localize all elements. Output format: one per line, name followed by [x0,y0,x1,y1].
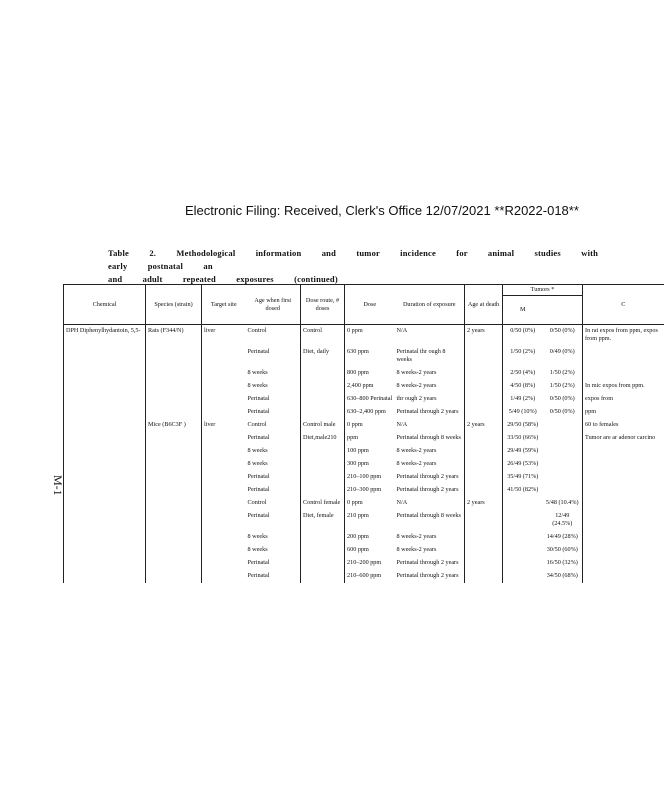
table-row [64,458,664,471]
cell-dose: 630 ppm [347,348,369,355]
cell-tumors-female: 5/48 (10.4%) [543,497,583,510]
cell-comments: Tumor are ar adenor carcino [585,434,656,441]
cell-comments [583,557,664,570]
cell-target-site [202,570,246,583]
cell-species [146,393,202,406]
caption-line-2: and adult repeated exposures (continued) [108,274,338,284]
cell-chemical [64,419,146,432]
cell-target-site [202,557,246,570]
cell-comments [583,510,664,531]
cell-target-site [202,458,246,471]
cell-target-site [202,346,246,367]
data-table-container [63,284,658,736]
cell-duration: Perinatal through 8 weeks [395,432,465,445]
tumor-incidence-table [63,284,664,583]
cell-chemical [64,531,146,544]
cell-chemical [64,367,146,380]
cell-dose-route [301,484,345,497]
cell-dose-route: Diet,male210 [301,432,345,445]
cell-target-site [202,367,246,380]
cell-age-at-death [465,471,503,484]
cell-species [146,445,202,458]
cell-age-at-death [465,406,503,419]
cell-tumors-female [543,484,583,497]
cell-age-at-death: 2 years [465,497,503,510]
cell-duration: Perinatal thr ough 8 weeks [395,346,465,367]
cell-age-first-dosed: Perinatal [246,406,301,419]
cell-duration: 8 weeks-2 years [395,544,465,557]
cell-duration: Perinatal through 2 years [395,570,465,583]
cell-comments [583,531,664,544]
cell-target-site [202,484,246,497]
cell-target-site [202,471,246,484]
caption-line-1: Table 2. Methodological information and tumor incidence for animal studies with early postnatal an [108,248,599,271]
table-row [64,380,664,393]
table-row [64,557,664,570]
cell-dose-route [301,406,345,419]
cell-tumors-male [503,497,543,510]
cell-comments: 60 to females [585,421,619,428]
table-row [64,325,664,347]
cell-tumors-male: 0/50 (0%) [510,327,536,334]
cell-dose: 210–100 ppm [347,473,382,480]
cell-age-first-dosed: 8 weeks [246,445,301,458]
page-side-label: M-1 [51,475,65,496]
cell-tumors-male [503,570,543,583]
cell-dose: 210–200 ppm [347,559,382,566]
cell-chemical [64,445,146,458]
cell-chemical [64,346,146,367]
cell-dose-route [301,458,345,471]
cell-age-at-death [465,570,503,583]
cell-comments [583,367,664,380]
cell-duration: Perinatal through 2 years [395,484,465,497]
col-chemical: Chemical [64,285,146,325]
cell-tumors-female: 1/50 (2%) [543,380,583,393]
cell-tumors-male: 1/49 (2%) [510,395,536,402]
col-species: Species (strain) [146,285,202,325]
cell-age-at-death [465,484,503,497]
table-row [64,544,664,557]
cell-chemical [64,484,146,497]
cell-dose-route: Control female [301,497,345,510]
table-row [64,393,664,406]
cell-tumors-female: 12/49 (24.5%) [543,510,583,531]
cell-tumors-male: 4/50 (8%) [510,382,536,389]
cell-age-first-dosed: Perinatal [246,346,301,367]
cell-chemical [64,406,146,419]
cell-age-at-death [465,346,503,367]
cell-tumors-female [543,432,583,445]
cell-tumors-female: 14/49 (28%) [543,531,583,544]
cell-age-at-death [465,445,503,458]
cell-tumors-female [543,458,583,471]
col-tumors-female [543,296,583,325]
cell-comments [583,471,664,484]
cell-chemical [64,432,146,445]
cell-target-site [202,393,246,406]
cell-age-first-dosed: Perinatal [246,570,301,583]
cell-age-at-death [465,531,503,544]
cell-chemical [64,570,146,583]
cell-duration: Perinatal through 2 years [395,557,465,570]
cell-age-first-dosed: Perinatal [246,557,301,570]
cell-age-at-death [465,510,503,531]
cell-age-at-death [465,544,503,557]
cell-chemical [64,497,146,510]
cell-dose: 210–300 ppm [347,486,382,493]
cell-dose-route [301,557,345,570]
col-dose: Dose [345,285,395,325]
col-comments: C [583,285,664,325]
cell-target-site: liver [204,421,216,428]
cell-tumors-male [503,544,543,557]
table-row [64,471,664,484]
cell-chemical: DPH Diphenylhydantoin, 5,5- [64,325,146,347]
col-dose-route: Dose route, # doses [301,285,345,325]
cell-duration: 8 weeks-2 years [395,531,465,544]
cell-duration: 8 weeks-2 years [395,458,465,471]
cell-species [146,557,202,570]
cell-dose-route: Control male [301,419,345,432]
cell-chemical [64,393,146,406]
cell-duration: N/A [395,497,465,510]
table-row [64,510,664,531]
cell-target-site [202,510,246,531]
cell-comments [583,544,664,557]
cell-tumors-female [543,445,583,458]
cell-age-first-dosed: Perinatal [246,484,301,497]
cell-species [146,510,202,531]
cell-dose: 800 ppm [347,369,369,376]
cell-tumors-male: 2/50 (4%) [510,369,536,376]
cell-age-first-dosed: 8 weeks [246,380,301,393]
cell-species: Mice (B6C3F ) [146,419,202,432]
cell-age-at-death [465,380,503,393]
cell-comments: expos from [585,395,614,402]
col-tumors: Tumors * [503,285,583,296]
cell-tumors-female: 30/50 (60%) [543,544,583,557]
cell-duration: 8 weeks-2 years [395,445,465,458]
cell-tumors-male: 35/49 (71%) [507,473,539,480]
filing-header: Electronic Filing: Received, Clerk's Office 12/07/2021 **R2022-018** [185,203,579,218]
cell-dose-route: Control [301,325,345,347]
cell-chemical [64,544,146,557]
cell-chemical [64,471,146,484]
cell-species [146,367,202,380]
cell-age-first-dosed: 8 weeks [246,458,301,471]
cell-target-site [202,531,246,544]
col-age-at-death: Age at death [465,285,503,325]
table-row [64,367,664,380]
cell-target-site [202,432,246,445]
cell-dose: 200 ppm [347,533,369,540]
cell-species [146,471,202,484]
cell-target-site: liver [204,327,216,334]
col-age-first-dosed: Age when first dosed [246,285,301,325]
cell-dose: 0 ppm [347,499,363,506]
cell-dose-route [301,367,345,380]
cell-species [146,531,202,544]
cell-age-first-dosed: Perinatal [246,510,301,531]
cell-species [146,380,202,393]
cell-duration: Perinatal through 2 years [395,471,465,484]
cell-dose: 210–600 ppm [347,572,382,579]
cell-comments [583,445,664,458]
cell-age-first-dosed: Perinatal [246,471,301,484]
cell-dose: ppm [347,434,359,441]
cell-dose-route [301,380,345,393]
col-target-site: Target site [202,285,246,325]
cell-dose-route [301,393,345,406]
cell-comments [583,458,664,471]
cell-tumors-male: 26/49 (53%) [507,460,539,467]
cell-species [146,432,202,445]
cell-target-site [202,497,246,510]
cell-duration: Perinatal through 8 weeks [395,510,465,531]
cell-species [146,544,202,557]
table-row [64,432,664,445]
cell-comments [583,570,664,583]
cell-tumors-female: 34/50 (68%) [543,570,583,583]
cell-tumors-male [503,531,543,544]
cell-age-at-death [465,557,503,570]
cell-tumors-male: 33/50 (66%) [507,434,539,441]
cell-dose-route [301,471,345,484]
cell-dose: 0 ppm [347,327,363,334]
cell-tumors-female [543,471,583,484]
cell-tumors-female: 16/50 (32%) [543,557,583,570]
cell-duration: 8 weeks-2 years [395,380,465,393]
cell-age-first-dosed: 8 weeks [246,544,301,557]
table-row [64,531,664,544]
cell-dose: 300 ppm [347,460,369,467]
cell-dose: 630–2,400 ppm [347,408,386,415]
cell-tumors-male: 41/50 (82%) [507,486,539,493]
table-row [64,570,664,583]
cell-age-first-dosed: Perinatal [246,432,301,445]
cell-comments: In mic expos from ppm. [585,382,645,389]
cell-age-at-death [465,367,503,380]
table-row [64,484,664,497]
cell-age-at-death [465,393,503,406]
cell-chemical [64,380,146,393]
col-duration: Duration of exposure [395,285,465,325]
cell-tumors-male: 5/49 (10%) [508,408,537,415]
cell-dose-route [301,544,345,557]
cell-dose-route [301,445,345,458]
cell-age-at-death [465,432,503,445]
cell-chemical [64,510,146,531]
cell-dose: 210 ppm [347,512,369,519]
cell-tumors-male: 1/50 (2%) [510,348,536,355]
cell-species [146,484,202,497]
cell-duration: 8 weeks-2 years [395,367,465,380]
cell-age-first-dosed: Perinatal [246,393,301,406]
cell-dose-route [301,570,345,583]
cell-target-site [202,406,246,419]
cell-age-at-death: 2 years [465,419,503,432]
cell-age-first-dosed: 8 weeks [246,531,301,544]
cell-duration: Perinatal through 2 years [395,406,465,419]
cell-tumors-female [543,419,583,432]
cell-age-first-dosed: Control [246,419,301,432]
cell-tumors-female: 0/50 (0%) [543,325,583,347]
cell-target-site [202,380,246,393]
cell-dose-route: Diet, female [301,510,345,531]
cell-age-first-dosed: Control [246,497,301,510]
col-tumors-male: M [503,296,543,325]
table-row [64,445,664,458]
cell-dose: 630–800 Perinatal [347,395,393,402]
table-caption [108,247,628,286]
cell-comments [583,497,664,510]
cell-chemical [64,458,146,471]
cell-chemical [64,557,146,570]
cell-dose: 100 ppm [347,447,369,454]
table-row [64,419,664,432]
cell-species [146,346,202,367]
table-row [64,346,664,367]
cell-species [146,570,202,583]
cell-tumors-male [503,510,543,531]
cell-species [146,458,202,471]
cell-species [146,406,202,419]
cell-species [146,497,202,510]
cell-tumors-male: 29/50 (58%) [507,421,539,428]
table-row [64,497,664,510]
table-row [64,406,664,419]
cell-comments: In rat expos from ppm, expos from ppm. [585,327,658,342]
cell-tumors-female: 1/50 (2%) [543,367,583,380]
cell-dose: 600 ppm [347,546,369,553]
cell-species: Rats (F344/N) [146,325,202,347]
cell-age-first-dosed: Control [246,325,301,347]
cell-dose-route: Diet, daily [301,346,345,367]
cell-tumors-male [503,557,543,570]
cell-comments [583,346,664,367]
cell-duration: N/A [395,419,465,432]
cell-tumors-female: 0/49 (0%) [543,346,583,367]
cell-age-at-death: 2 years [465,325,503,347]
cell-tumors-female: 0/50 (0%) [543,406,583,419]
cell-age-first-dosed: 8 weeks [246,367,301,380]
cell-tumors-male: 29/49 (59%) [507,447,539,454]
cell-comments [583,484,664,497]
cell-dose-route [301,531,345,544]
cell-duration: N/A [395,325,465,347]
cell-tumors-female: 0/50 (0%) [543,393,583,406]
table-body [64,325,664,584]
cell-dose: 2,400 ppm [347,382,374,389]
cell-dose: 0 ppm [347,421,363,428]
cell-age-at-death [465,458,503,471]
cell-duration: thr ough 2 years [395,393,465,406]
cell-target-site [202,544,246,557]
cell-target-site [202,445,246,458]
cell-comments: ppm [585,408,597,415]
